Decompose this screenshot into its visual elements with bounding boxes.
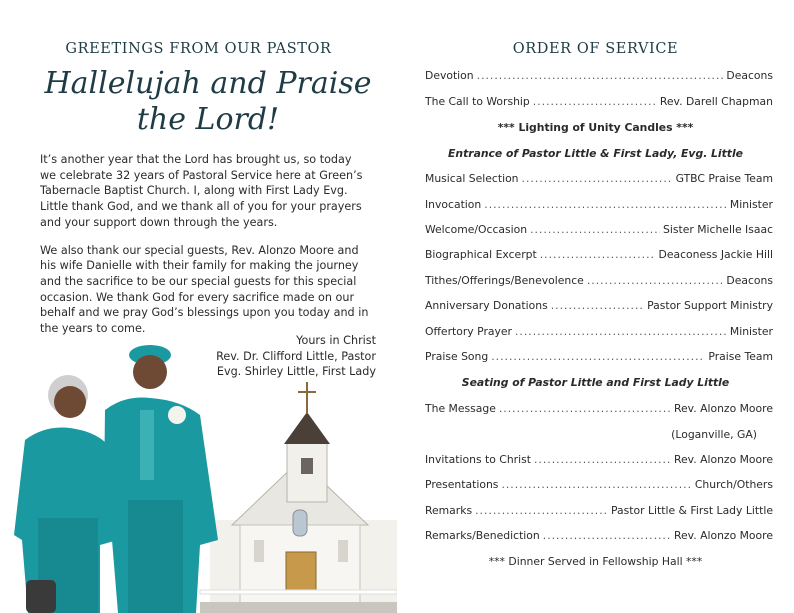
service-item-call-to-worship bbox=[425, 95, 773, 108]
service-item-value: Pastor Little & First Lady Little bbox=[611, 504, 773, 517]
candles-heading: *** Lighting of Unity Candles *** bbox=[497, 121, 694, 134]
service-item-label: Presentations bbox=[425, 478, 499, 491]
service-item-value: Deaconess Jackie Hill bbox=[658, 248, 773, 261]
pastor-couple-church-illustration bbox=[0, 340, 397, 613]
greeting-heading: GREETINGS FROM OUR PASTOR bbox=[65, 41, 332, 57]
script-title-line1: Hallelujah and Praise bbox=[44, 66, 372, 101]
service-item-label: Anniversary Donations bbox=[425, 299, 548, 312]
service-item-label: Invocation bbox=[425, 198, 482, 211]
seating-heading: Seating of Pastor Little and First Lady Little bbox=[461, 376, 730, 389]
service-item-label: Praise Song bbox=[425, 350, 489, 363]
service-item-devotion bbox=[425, 69, 773, 82]
signer-first-lady: Evg. Shirley Little, First Lady bbox=[216, 365, 376, 378]
pastor-figure bbox=[104, 345, 218, 613]
service-item-invitations bbox=[425, 453, 773, 466]
service-item-anniversary-donations bbox=[425, 299, 773, 312]
service-item-value: Rev. Alonzo Moore bbox=[674, 529, 773, 542]
service-item-message bbox=[425, 402, 773, 415]
service-item-label: The Message bbox=[425, 402, 496, 415]
first-lady-figure bbox=[14, 375, 118, 613]
service-item-praise-song bbox=[425, 350, 773, 363]
service-item-value: Deacons bbox=[726, 274, 773, 287]
order-heading: ORDER OF SERVICE bbox=[512, 41, 679, 57]
service-item-invocation bbox=[425, 198, 773, 211]
service-item-biographical-excerpt bbox=[425, 248, 773, 261]
service-item-value: Rev. Alonzo Moore bbox=[674, 402, 773, 415]
church-icon bbox=[200, 382, 397, 613]
order-of-service-page bbox=[397, 0, 794, 613]
message-location: (Loganville, GA) bbox=[671, 428, 757, 441]
service-item-welcome bbox=[425, 223, 773, 236]
script-title bbox=[38, 66, 378, 138]
service-item-label: Devotion bbox=[425, 69, 474, 82]
service-item-remarks bbox=[425, 504, 773, 517]
service-item-label: Offertory Prayer bbox=[425, 325, 512, 338]
script-title-line2: the Lord! bbox=[136, 102, 280, 137]
service-item-value: Minister bbox=[729, 325, 773, 338]
service-item-label: The Call to Worship bbox=[425, 95, 530, 108]
service-item-label: Remarks bbox=[425, 504, 473, 517]
service-item-musical-selection bbox=[425, 172, 773, 185]
service-item-value: Sister Michelle Isaac bbox=[662, 223, 773, 236]
service-item-value: Praise Team bbox=[708, 350, 773, 363]
letter-paragraph-1: It’s another year that the Lord has brought us, so today we celebrate 32 years of Pastoral Service here at Green’s Tabernacle Baptist Church. I, along with First Lady Evg. Little thank God, and we thank all of you for your prayers and your support down through the years. bbox=[40, 153, 363, 229]
letter-paragraph-2: We also thank our special guests, Rev. Alonzo Moore and his wife Danielle with their family for making the journey and the sacrifice to be our special guests for this special occasion. We thank God for every sacrifice made on our behalf and we pray God’s blessings upon you today and in the years to come. bbox=[40, 243, 369, 336]
dinner-note: *** Dinner Served in Fellowship Hall *** bbox=[488, 555, 703, 568]
service-item-presentations bbox=[425, 478, 773, 491]
closing-text: Yours in Christ bbox=[296, 334, 376, 347]
pastor-letter bbox=[40, 152, 370, 349]
service-item-value: Pastor Support Ministry bbox=[647, 299, 773, 312]
service-item-benediction bbox=[425, 529, 773, 542]
service-item-value: Minister bbox=[729, 198, 773, 211]
service-item-value: Rev. Darell Chapman bbox=[659, 95, 773, 108]
service-item-value: GTBC Praise Team bbox=[675, 172, 773, 185]
service-item-offertory-prayer bbox=[425, 325, 773, 338]
service-item-label: Tithes/Offerings/Benevolence bbox=[425, 274, 584, 287]
service-item-label: Welcome/Occasion bbox=[425, 223, 528, 236]
service-item-label: Biographical Excerpt bbox=[425, 248, 537, 261]
service-item-label: Remarks/Benediction bbox=[425, 529, 540, 542]
service-item-label: Musical Selection bbox=[425, 172, 519, 185]
entrance-heading: Entrance of Pastor Little & First Lady, Evg. Little bbox=[448, 147, 743, 160]
service-item-label: Invitations to Christ bbox=[425, 453, 531, 466]
signer-pastor: Rev. Dr. Clifford Little, Pastor bbox=[216, 349, 376, 363]
service-item-tithes bbox=[425, 274, 773, 287]
service-item-value: Deacons bbox=[726, 69, 773, 82]
service-item-value: Rev. Alonzo Moore bbox=[674, 453, 773, 466]
service-item-value: Church/Others bbox=[694, 478, 773, 491]
